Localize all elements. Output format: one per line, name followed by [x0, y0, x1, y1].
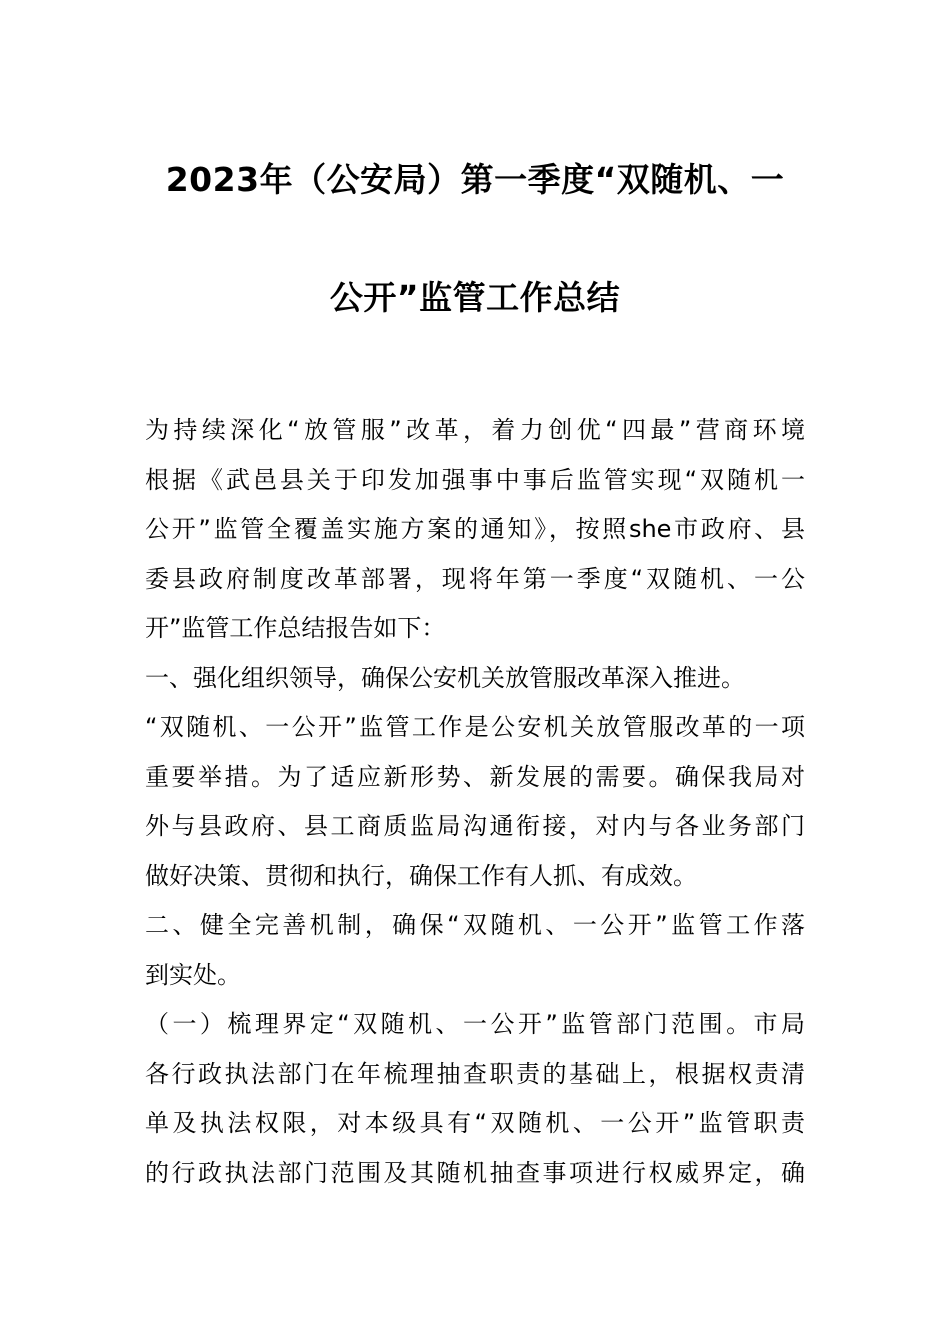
document-title-line-1: 2023年（公安局）第一季度“双随机、一 — [165, 160, 785, 199]
body-text-line: 公开”监管全覆盖实施方案的通知》，按照she市政府、县 — [145, 515, 805, 543]
body-text-line: 外与县政府、县工商质监局沟通衔接，对内与各业务部门 — [145, 812, 805, 840]
body-text-line: 委县政府制度改革部署，现将年第一季度“双随机、一公 — [145, 565, 805, 593]
body-text-line: 的行政执法部门范围及其随机抽查事项进行权威界定，确 — [145, 1159, 805, 1187]
body-text-line: 重要举措。为了适应新形势、新发展的需要。确保我局对 — [145, 763, 805, 791]
body-text-line: 为持续深化“放管服”改革，着力创优“四最”营商环境 — [145, 416, 805, 444]
body-text-line: 根据《武邑县关于印发加强事中事后监管实现“双随机一 — [145, 466, 805, 494]
document-title-line-2: 公开”监管工作总结 — [329, 278, 621, 317]
body-text-line: 开”监管工作总结报告如下： — [145, 614, 446, 642]
section-heading-2: 二、健全完善机制，确保“双随机、一公开”监管工作落 — [145, 911, 805, 939]
body-text-line: 单及执法权限，对本级具有“双随机、一公开”监管职责 — [145, 1109, 805, 1137]
subsection-heading-1: （一）梳理界定“双随机、一公开”监管部门范围。市局 — [145, 1010, 805, 1038]
body-text-line: 各行政执法部门在年梳理抽查职责的基础上，根据权责清 — [145, 1060, 805, 1088]
section-heading-1: 一、强化组织领导，确保公安机关放管服改革深入推进。 — [145, 664, 745, 692]
body-text-line: “双随机、一公开”监管工作是公安机关放管服改革的一项 — [145, 713, 805, 741]
body-text-line: 做好决策、贯彻和执行，确保工作有人抓、有成效。 — [145, 862, 697, 890]
section-heading-2-continued: 到实处。 — [145, 961, 241, 989]
